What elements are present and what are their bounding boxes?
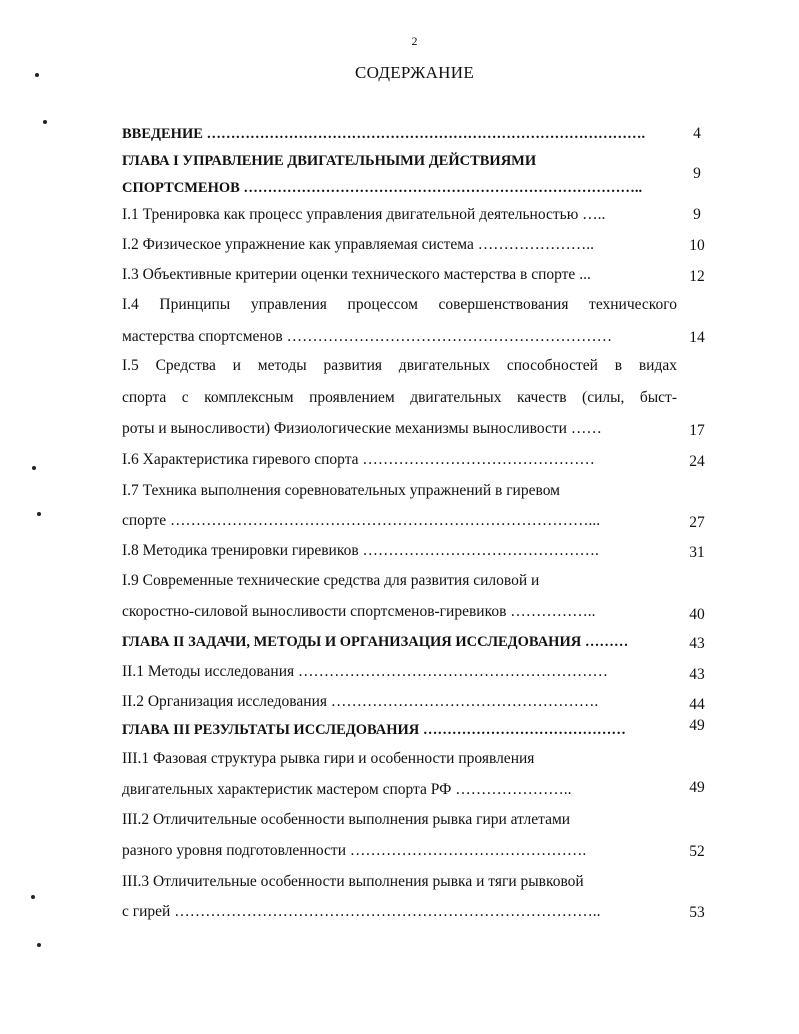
margin-dot <box>37 512 41 516</box>
toc-line-chapter-1: ГЛАВА I УПРАВЛЕНИЕ ДВИГАТЕЛЬНЫМИ ДЕЙСТВИЯМИ <box>122 153 537 169</box>
margin-dot <box>31 895 35 899</box>
toc-line-1-3: I.3 Объективные критерии оценки технического мастерства в спорте ... <box>122 266 591 283</box>
toc-line-1-5-cont: спорта с комплексным проявлением двигательных качеств (силы, быст- <box>122 389 677 406</box>
toc-line-1-9: I.9 Современные технические средства для развития силовой и <box>122 572 540 589</box>
toc-line-2-1: II.1 Методы исследования …………………………………………………… <box>122 663 609 680</box>
toc-line-1-4-cont: мастерства спортсменов ……………………………………………………… <box>122 328 613 345</box>
toc-page-number: 17 <box>689 422 705 439</box>
toc-line-introduction: ВВЕДЕНИЕ ………………………………………………………………………………. <box>122 126 646 142</box>
margin-dot <box>37 943 41 947</box>
toc-line-3-1-cont: двигательных характеристик мастером спорта РФ ………………….. <box>122 781 572 798</box>
toc-page-number: 24 <box>689 453 705 470</box>
toc-page-number: 9 <box>693 165 701 182</box>
toc-page-number: 4 <box>693 125 701 142</box>
margin-dot <box>32 466 36 470</box>
toc-line-1-7-cont: спорте ………………………………………………………………………... <box>122 512 601 529</box>
toc-line-chapter-3: ГЛАВА III РЕЗУЛЬТАТЫ ИССЛЕДОВАНИЯ …………………………………… <box>122 722 626 738</box>
toc-line-1-1: I.1 Тренировка как процесс управления двигательной деятельностью ….. <box>122 206 606 223</box>
toc-line-3-2: III.2 Отличительные особенности выполнения рывка гири атлетами <box>122 811 571 828</box>
toc-page-number: 53 <box>689 904 705 921</box>
margin-dot <box>35 73 39 77</box>
toc-page-number: 44 <box>689 696 705 713</box>
toc-line-1-4: I.4 Принципы управления процессом совершенствования технического <box>122 296 677 313</box>
toc-line-chapter-1-cont: СПОРТСМЕНОВ ……………………………………………………………………….. <box>122 180 643 196</box>
toc-line-3-3: III.3 Отличительные особенности выполнения рывка и тяги рывковой <box>122 873 584 890</box>
toc-page-number: 43 <box>689 666 705 683</box>
toc-line-2-2: II.2 Организация исследования ……………………………………………. <box>122 693 599 710</box>
toc-page-number: 10 <box>689 237 705 254</box>
toc-page-number: 43 <box>689 635 705 652</box>
toc-line-1-9-cont: скоростно-силовой выносливости спортсменов-гиревиков …………….. <box>122 603 596 620</box>
toc-page-number: 27 <box>689 514 705 531</box>
toc-page-number: 12 <box>689 268 705 285</box>
toc-line-3-3-cont: с гирей ……………………………………………………………………….. <box>122 903 601 920</box>
toc-page-number: 49 <box>689 779 705 796</box>
toc-line-3-1: III.1 Фазовая структура рывка гири и особенности проявления <box>122 750 535 767</box>
toc-line-chapter-2: ГЛАВА II ЗАДАЧИ, МЕТОДЫ И ОРГАНИЗАЦИЯ ИССЛЕДОВАНИЯ ……… <box>122 634 629 650</box>
toc-line-1-8: I.8 Методика тренировки гиревиков ………………………………………. <box>122 542 599 559</box>
toc-page-number: 49 <box>689 717 705 734</box>
toc-line-1-2: I.2 Физическое упражнение как управляемая система ………………….. <box>122 236 595 253</box>
toc-page-number: 52 <box>689 843 705 860</box>
toc-line-1-5-cont: роты и выносливости) Физиологические механизмы выносливости …… <box>122 420 602 437</box>
toc-line-1-6: I.6 Характеристика гиревого спорта ……………………………………… <box>122 451 595 468</box>
page-number: 2 <box>411 34 418 48</box>
toc-page-number: 40 <box>689 606 705 623</box>
toc-page-number: 9 <box>693 206 701 223</box>
toc-line-1-5: I.5 Средства и методы развития двигательных способностей в видах <box>122 357 677 374</box>
toc-page-number: 31 <box>689 544 705 561</box>
page-title: СОДЕРЖАНИЕ <box>354 63 475 82</box>
toc-line-1-7: I.7 Техника выполнения соревновательных упражнений в гиревом <box>122 482 560 499</box>
toc-page-number: 14 <box>689 329 705 346</box>
toc-line-3-2-cont: разного уровня подготовленности ………………………………………. <box>122 842 587 859</box>
margin-dot <box>43 120 47 124</box>
